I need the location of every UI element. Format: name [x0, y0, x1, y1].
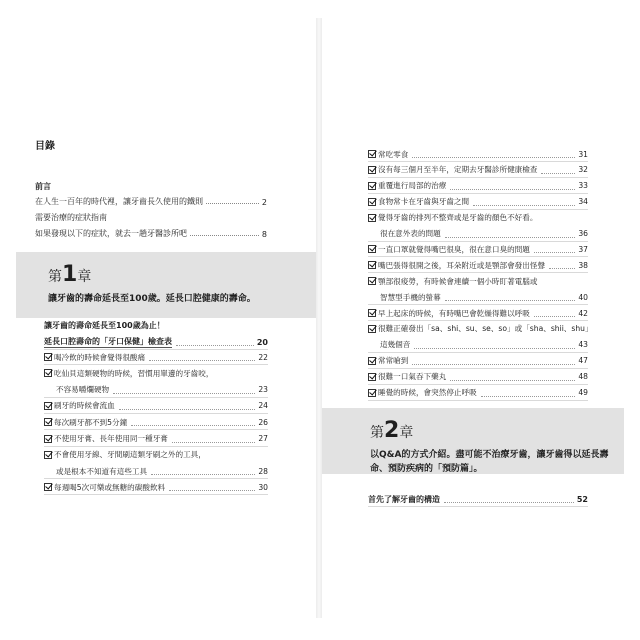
- checkbox-icon: [368, 261, 376, 269]
- page-number: 20: [256, 337, 268, 347]
- toc-entry: [44, 464, 268, 479]
- leader-dots: [151, 474, 255, 475]
- checkbox-icon: [368, 357, 376, 365]
- checklist-title-text: 延長口腔壽命的「牙口保健」檢查表: [44, 337, 172, 346]
- checkbox-icon: [44, 483, 52, 491]
- leader-dots: [412, 364, 575, 365]
- checkbox-icon: [368, 325, 376, 333]
- toc-entry: [44, 448, 268, 462]
- checkbox-icon: [368, 214, 376, 222]
- page-number: 24: [258, 401, 268, 411]
- page-number: 32: [578, 165, 588, 175]
- page-number: 23: [258, 385, 268, 395]
- toc-entry: [44, 415, 268, 430]
- entry-text: 沒有每三個月至半年，定期去牙醫診所健康檢查: [378, 165, 538, 175]
- checkbox-icon: [44, 435, 52, 443]
- entry-text: 首先了解牙齒的構造: [368, 494, 440, 504]
- toc-title: 目錄: [35, 141, 55, 152]
- chapter-number: 2: [384, 418, 400, 443]
- page-number: 43: [578, 340, 588, 350]
- page-number: 48: [578, 372, 588, 382]
- chapter-suffix: 章: [399, 425, 414, 441]
- toc-entry: [368, 163, 588, 178]
- entry-text: 刷牙的時候會流血: [54, 401, 115, 411]
- entry-text: 常吃零食: [378, 149, 409, 159]
- checkbox-icon: [368, 245, 376, 253]
- page-number: 49: [578, 388, 588, 397]
- chapter-2-label: [370, 418, 413, 443]
- chapter-prefix: 第: [48, 269, 62, 285]
- page-number: 52: [576, 494, 588, 504]
- leader-dots: [450, 189, 575, 190]
- page-number: 8: [261, 230, 267, 239]
- page-number: 42: [578, 308, 588, 318]
- page-number: 36: [578, 229, 588, 238]
- checkbox-icon: [44, 418, 52, 426]
- entry-text: 顎部很痠勞，有時候會連續一個小時盯著電腦或: [378, 276, 538, 286]
- entry-text: 或是根本不知道有這些工具: [56, 466, 148, 476]
- preface-line-text: 需要治療的症狀指南: [35, 213, 107, 222]
- toc-entry: [368, 306, 588, 321]
- entry-text: 睡覺的時候，會突然停止呼吸: [378, 388, 477, 397]
- chapter-2-description: 以Q&A的方式介紹。盡可能不治療牙齒，讓牙齒得以延長壽命、預防疾病的「預防篇」。: [370, 450, 609, 474]
- entry-text: 常常嗆到: [378, 356, 409, 366]
- entry-text: 每週喝5次可樂或無糖的碳酸飲料: [54, 482, 166, 492]
- checkbox-icon: [44, 369, 52, 377]
- toc-entry: [368, 338, 588, 353]
- leader-dots: [481, 396, 576, 397]
- checkbox-icon: [44, 353, 52, 361]
- leader-dots: [534, 316, 575, 317]
- leader-dots: [176, 345, 254, 346]
- toc-entry: [368, 211, 588, 225]
- toc-entry: [368, 258, 588, 273]
- chapter-prefix: 第: [370, 425, 384, 441]
- preface-line: [35, 228, 267, 239]
- leader-dots: [206, 203, 259, 204]
- leader-dots: [445, 300, 576, 301]
- leader-dots: [190, 235, 259, 236]
- checkbox-icon: [368, 182, 376, 190]
- chapter-1-description: 讓牙齒的壽命延長至100歲。延長口腔健康的壽命。: [48, 294, 256, 304]
- page-number: 30: [258, 482, 268, 492]
- leader-dots: [131, 425, 255, 426]
- page-number: 38: [578, 260, 588, 270]
- checkbox-icon: [44, 402, 52, 410]
- toc-entry: [44, 350, 268, 365]
- subheading-text: 讓牙齒的壽命延長至100歲為止！: [44, 320, 165, 330]
- entry-text: 每次刷牙都不到5分鐘: [54, 417, 128, 427]
- preface-line: [35, 196, 267, 207]
- chapter-suffix: 章: [77, 269, 92, 285]
- entry-text: 喝冷飲的時候會覺得很酸痛: [54, 352, 146, 362]
- toc-entry: [44, 399, 268, 414]
- leader-dots: [172, 442, 255, 443]
- leader-dots: [534, 252, 575, 253]
- leader-dots: [149, 360, 255, 361]
- entry-text: 不會使用牙線、牙間刷這類牙刷之外的工具，: [54, 450, 206, 460]
- chapter-1-band: [16, 252, 316, 318]
- toc-entry: [44, 383, 268, 398]
- toc-entry: [368, 179, 588, 194]
- page-number: 27: [258, 434, 268, 443]
- toc-entry: [368, 322, 593, 336]
- page-number: 34: [578, 197, 588, 207]
- toc-entry: [368, 195, 588, 210]
- preface-heading: 前言: [35, 182, 51, 191]
- preface-line-text: 在人生一百年的時代裡，讓牙齒長久使用的鐵則: [35, 197, 203, 206]
- entry-text: 不容易嚼爛硬物: [56, 385, 110, 395]
- toc-entry: [44, 480, 268, 495]
- entry-text: 這幾個音: [380, 340, 411, 350]
- toc-entry: [368, 290, 588, 305]
- page-number: 2: [261, 198, 267, 207]
- leader-dots: [169, 490, 255, 491]
- entry-text: 很難正確發出「sa、shi、su、se、so」或「sha、shii、shu」: [378, 324, 593, 334]
- page-number: 28: [258, 466, 268, 476]
- entry-text: 早上起床的時候，有時嘴巴會乾燥得難以呼吸: [378, 308, 530, 318]
- entry-text: 吃仙貝這類硬物的時候，習慣用單邊的牙齒咬，: [54, 368, 214, 378]
- entry-text: 嘴巴張得很開之後，耳朵附近或是顎部會發出怪聲: [378, 260, 546, 270]
- leader-dots: [119, 409, 256, 410]
- entry-text: 一直口罩就覺得嘴巴很臭，很在意口臭的問題: [378, 244, 530, 254]
- toc-entry: [368, 147, 588, 162]
- checkbox-icon: [368, 166, 376, 174]
- page-number: 37: [578, 244, 588, 254]
- toc-entry: [44, 366, 268, 380]
- chapter-2-band: [322, 408, 624, 474]
- leader-dots: [549, 268, 575, 269]
- entry-text: 不使用牙膏、長年使用同一種牙膏: [54, 434, 168, 443]
- checkbox-icon: [368, 309, 376, 317]
- page-number: 33: [578, 181, 588, 191]
- page-number: 26: [258, 417, 268, 427]
- page-number: 40: [578, 292, 588, 302]
- checkbox-icon: [368, 277, 376, 285]
- toc-entry: [44, 432, 268, 447]
- preface-line: [35, 212, 267, 223]
- entry-text: 智慧型手機的螢幕: [380, 292, 441, 302]
- leader-dots: [450, 380, 575, 381]
- leader-dots: [412, 157, 575, 158]
- checkbox-icon: [368, 373, 376, 381]
- toc-entry: [368, 242, 588, 257]
- entry-text: 覺得牙齒的排列不整齊或是牙齒的顏色不好看。: [378, 213, 538, 223]
- chapter-1-subheading: [44, 318, 268, 332]
- entry-text: 食物常卡在牙齒與牙齒之間: [378, 197, 470, 207]
- toc-entry: [368, 354, 588, 369]
- checklist-title-row: [44, 335, 268, 350]
- preface-line-text: 如果發現以下的症狀，就去一趟牙醫診所吧: [35, 229, 187, 238]
- checkbox-icon: [368, 150, 376, 158]
- toc-entry: [368, 386, 588, 401]
- chapter-number: 1: [62, 262, 78, 287]
- leader-dots: [541, 173, 575, 174]
- checkbox-icon: [44, 451, 52, 459]
- checkbox-icon: [368, 389, 376, 397]
- page-number: 31: [578, 149, 588, 159]
- page-number: 22: [258, 352, 268, 362]
- chapter-2-first-entry: [368, 492, 588, 507]
- entry-text: 很難一口氣吞下藥丸: [378, 372, 447, 382]
- leader-dots: [473, 205, 575, 206]
- page-number: 47: [578, 356, 588, 366]
- leader-dots: [444, 502, 574, 503]
- entry-text: 很在意外表的問題: [380, 229, 441, 238]
- leader-dots: [113, 393, 255, 394]
- toc-entry: [368, 370, 588, 385]
- toc-entry: [368, 274, 588, 288]
- chapter-1-label: [48, 262, 91, 287]
- leader-dots: [445, 237, 576, 238]
- entry-text: 重覆進行局部的治療: [378, 181, 447, 191]
- toc-entry: [368, 227, 588, 242]
- leader-dots: [414, 348, 575, 349]
- checkbox-icon: [368, 198, 376, 206]
